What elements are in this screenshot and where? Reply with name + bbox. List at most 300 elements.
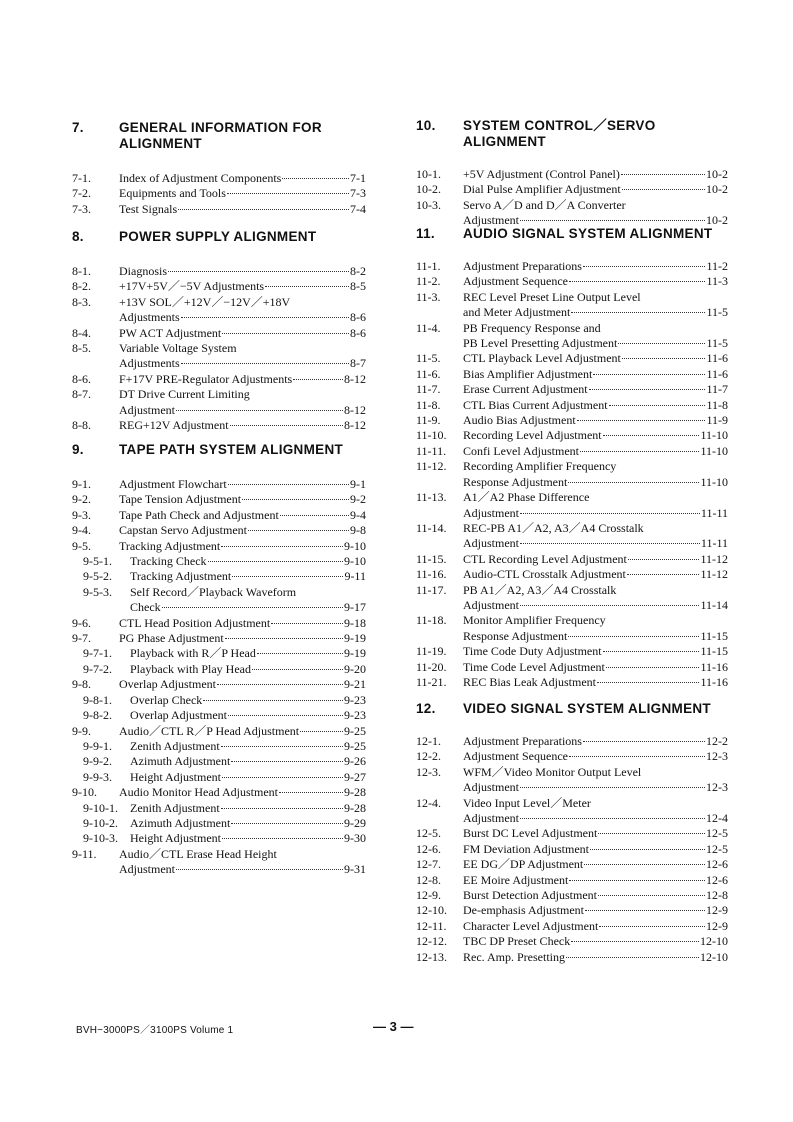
entry-body	[130, 770, 366, 785]
dot-leader	[569, 281, 705, 282]
entry-title: Rec. Amp. Presetting	[463, 949, 565, 964]
entry-body	[463, 459, 728, 490]
entry-title: Playback with R／P Head	[130, 646, 256, 661]
entry-title: Playback with Play Head	[130, 661, 251, 676]
entry-page: 12-8	[706, 888, 728, 903]
entry-number: 9-6.	[72, 615, 91, 630]
entry-number: 12-6.	[416, 841, 441, 856]
dot-leader	[618, 343, 705, 344]
section-10	[416, 118, 728, 229]
entry-body	[119, 341, 366, 372]
entry-body	[130, 801, 366, 816]
entry-title-row	[463, 274, 728, 289]
entry-title: Tracking Check	[130, 554, 207, 569]
entry-title-line: PB A1／A2, A3／A4 Crosstalk	[463, 582, 617, 597]
toc-entry	[72, 616, 366, 631]
toc-entry	[416, 842, 728, 857]
entry-page: 9-18	[344, 615, 366, 630]
toc-entry	[416, 444, 728, 459]
entry-title-row	[463, 675, 728, 690]
entry-body	[463, 934, 728, 949]
entry-title: Audio-CTL Crosstalk Adjustment	[463, 567, 626, 582]
entry-body	[463, 660, 728, 675]
toc-entry	[72, 585, 366, 616]
dot-leader	[569, 756, 705, 757]
entry-title-row	[463, 903, 728, 918]
toc-entry	[416, 367, 728, 382]
entry-page: 9-25	[344, 723, 366, 738]
entry-page: 9-8	[350, 523, 366, 538]
entry-title-row	[463, 857, 728, 872]
entry-title: Adjustment	[463, 811, 519, 826]
entry-title: Bias Amplifier Adjustment	[463, 366, 593, 381]
entry-body	[463, 521, 728, 552]
entry-body	[463, 444, 728, 459]
dot-leader	[176, 410, 343, 411]
entry-title-row	[463, 950, 728, 965]
entry-title: F+17V PRE-Regulator Adjustments	[119, 371, 293, 386]
section-title-line: POWER SUPPLY ALIGNMENT	[119, 229, 317, 244]
entry-body	[463, 490, 728, 521]
section-title	[119, 442, 366, 458]
entry-number: 11-6.	[416, 366, 441, 381]
toc-entry	[72, 539, 366, 554]
entry-title: FM Deviation Adjustment	[463, 841, 589, 856]
entry-title-row	[119, 785, 366, 800]
entry-title-row	[119, 310, 366, 325]
entry-page: 12-6	[706, 857, 728, 872]
entry-number: 10-1.	[416, 167, 441, 181]
entry-title-row	[463, 660, 728, 675]
entry-number: 12-7.	[416, 857, 441, 872]
toc-entry	[416, 749, 728, 764]
toc-entry	[72, 523, 366, 538]
entry-page: 11-10	[700, 474, 728, 489]
entry-title: Tracking Adjustment	[119, 538, 221, 553]
dot-leader	[520, 543, 700, 544]
entry-title-row	[463, 475, 728, 490]
entry-title-row	[119, 403, 366, 418]
entry-title-row	[463, 182, 728, 197]
entry-title-row	[119, 264, 366, 279]
section-12	[416, 701, 728, 965]
entry-title-row	[130, 754, 366, 769]
entry-title-row	[119, 539, 366, 554]
entry-number: 7-3.	[72, 201, 91, 216]
entry-body	[463, 274, 728, 289]
dot-leader	[221, 746, 343, 747]
toc-entry	[72, 569, 366, 584]
entry-title-row	[463, 259, 728, 274]
entry-title-row	[119, 186, 366, 201]
entry-title: and Meter Adjustment	[463, 305, 571, 320]
entry-title: Adjustment Flowchart	[119, 477, 227, 491]
entry-title: Overlap Adjustment	[130, 708, 227, 723]
entry-body	[463, 182, 728, 197]
toc-entry	[416, 796, 728, 827]
dot-leader	[181, 363, 349, 364]
entry-title-row	[119, 326, 366, 341]
dot-leader	[252, 669, 343, 670]
entry-body	[119, 372, 366, 387]
entry-body	[130, 585, 366, 616]
toc-entry	[416, 398, 728, 413]
entry-title: Adjustment	[463, 597, 519, 612]
entry-page: 9-30	[344, 831, 366, 846]
entry-number: 8-8.	[72, 418, 91, 433]
entry-number: 8-3.	[72, 294, 91, 309]
entry-title: Index of Adjustment Components	[119, 171, 282, 185]
toc-entry-list	[416, 734, 728, 965]
entry-body	[463, 382, 728, 397]
entry-title-row	[463, 567, 728, 582]
entry-body	[463, 950, 728, 965]
entry-page: 9-1	[350, 477, 366, 491]
entry-title-row	[463, 873, 728, 888]
toc-entry	[72, 693, 366, 708]
entry-page: 9-25	[344, 738, 366, 753]
entry-body	[463, 857, 728, 872]
entry-title-line: DT Drive Current Limiting	[119, 387, 250, 402]
entry-page: 9-31	[344, 862, 366, 877]
entry-number: 11-9.	[416, 413, 441, 428]
entry-title: Adjustment Preparations	[463, 734, 582, 748]
entry-body	[119, 677, 366, 692]
entry-page: 9-19	[344, 631, 366, 646]
entry-body	[463, 351, 728, 366]
entry-title: Zenith Adjustment	[130, 738, 220, 753]
entry-title-row	[463, 305, 728, 320]
toc-entry	[416, 552, 728, 567]
entry-title: Audio／CTL R／P Head Adjustment	[119, 723, 300, 738]
entry-page: 9-10	[344, 538, 366, 553]
toc-entry	[416, 675, 728, 690]
dot-leader	[585, 910, 705, 911]
entry-title: Adjustments	[119, 310, 180, 325]
entry-title-row	[463, 749, 728, 764]
toc-entry	[72, 816, 366, 831]
entry-title-row	[463, 382, 728, 397]
toc-entry	[72, 662, 366, 677]
entry-page: 9-23	[344, 692, 366, 707]
section-title	[463, 701, 728, 717]
dot-leader	[577, 420, 706, 421]
entry-title-row	[119, 631, 366, 646]
entry-body	[463, 888, 728, 903]
toc-entry	[416, 583, 728, 614]
entry-number: 9-8-2.	[83, 708, 112, 723]
entry-page: 8-12	[344, 371, 366, 386]
dot-leader	[599, 926, 705, 927]
toc-entry	[416, 826, 728, 841]
entry-title-row	[119, 523, 366, 538]
section-title-line: AUDIO SIGNAL SYSTEM ALIGNMENT	[463, 226, 713, 241]
entry-number: 9-8.	[72, 677, 91, 692]
entry-body	[463, 613, 728, 644]
entry-page: 12-4	[706, 811, 728, 826]
entry-page: 12-9	[706, 903, 728, 918]
entry-title: PB Level Presetting Adjustment	[463, 336, 618, 351]
entry-page: 12-5	[706, 841, 728, 856]
entry-number: 11-20.	[416, 659, 447, 674]
entry-page: 12-3	[706, 749, 728, 764]
toc-entry	[416, 428, 728, 443]
entry-title-line: REC Level Preset Line Output Level	[463, 289, 641, 304]
entry-page: 9-4	[350, 507, 366, 522]
entry-number: 9-7-1.	[83, 646, 112, 661]
dot-leader	[221, 808, 343, 809]
entry-number: 11-19.	[416, 644, 447, 659]
toc-entry	[72, 631, 366, 646]
entry-number: 10-3.	[416, 197, 441, 212]
entry-number: 12-13.	[416, 949, 447, 964]
entry-page: 9-27	[344, 769, 366, 784]
entry-title: Tracking Adjustment	[130, 569, 232, 584]
entry-title-row	[119, 372, 366, 387]
toc-entry-list	[72, 264, 366, 433]
entry-number: 12-3.	[416, 764, 441, 779]
entry-body	[119, 847, 366, 878]
toc-entry	[416, 459, 728, 490]
entry-title-row	[130, 801, 366, 816]
entry-number: 7-1.	[72, 171, 91, 185]
section-heading	[416, 226, 728, 242]
entry-title: De-emphasis Adjustment	[463, 903, 584, 918]
toc-entry	[416, 290, 728, 321]
dot-leader	[571, 941, 699, 942]
entry-page: 11-12	[700, 551, 728, 566]
entry-number: 12-10.	[416, 903, 447, 918]
toc-entry-list	[416, 167, 728, 229]
entry-page: 11-5	[706, 305, 728, 320]
entry-page: 11-6	[706, 351, 728, 366]
entry-number: 9-9-1.	[83, 738, 112, 753]
entry-number: 8-1.	[72, 264, 91, 278]
entry-number: 10-2.	[416, 182, 441, 197]
dot-leader	[568, 636, 699, 637]
entry-title-row	[463, 413, 728, 428]
dot-leader	[300, 731, 343, 732]
entry-title: Audio Bias Adjustment	[463, 413, 576, 428]
dot-leader	[232, 576, 343, 577]
entry-title: Adjustments	[119, 356, 180, 371]
dot-leader	[622, 358, 706, 359]
entry-title: Overlap Adjustment	[119, 677, 216, 692]
entry-title-line: Variable Voltage System	[119, 341, 237, 356]
entry-title: Test Signals	[119, 201, 178, 216]
entry-number: 8-5.	[72, 341, 91, 356]
entry-title: Burst Detection Adjustment	[463, 888, 597, 903]
entry-number: 11-14.	[416, 520, 447, 535]
toc-entry	[416, 950, 728, 965]
dot-leader	[222, 838, 343, 839]
entry-body	[463, 198, 728, 229]
dot-leader	[168, 271, 349, 272]
dot-leader	[606, 667, 700, 668]
dot-leader	[628, 559, 700, 560]
section-title	[463, 118, 728, 150]
entry-title: Erase Current Adjustment	[463, 382, 588, 397]
dot-leader	[228, 715, 343, 716]
entry-number: 12-1.	[416, 734, 441, 748]
entry-title: Azimuth Adjustment	[130, 815, 231, 830]
entry-number: 9-10-1.	[83, 800, 118, 815]
entry-number: 11-16.	[416, 567, 447, 582]
entry-title: Adjustment	[463, 536, 519, 551]
entry-title: +5V Adjustment (Control Panel)	[463, 167, 620, 181]
toc-entry	[72, 418, 366, 433]
entry-title-row	[119, 171, 366, 186]
entry-body	[463, 428, 728, 443]
entry-number: 9-10.	[72, 785, 97, 800]
toc-entry	[416, 382, 728, 397]
entry-page: 11-3	[706, 274, 728, 289]
dot-leader	[280, 515, 349, 516]
entry-title-row	[130, 739, 366, 754]
entry-title: +17V+5V／−5V Adjustments	[119, 279, 265, 294]
entry-body	[130, 554, 366, 569]
entry-body	[130, 708, 366, 723]
entry-title-row	[130, 770, 366, 785]
entry-title: Adjustment	[119, 402, 175, 417]
entry-number: 11-4.	[416, 320, 441, 335]
entry-number: 11-21.	[416, 674, 447, 689]
dot-leader	[279, 792, 343, 793]
entry-page: 12-6	[706, 872, 728, 887]
entry-page: 9-10	[344, 554, 366, 569]
entry-body	[119, 202, 366, 217]
dot-leader	[569, 880, 705, 881]
entry-body	[130, 646, 366, 661]
entry-number: 9-7-2.	[83, 661, 112, 676]
entry-number: 8-4.	[72, 325, 91, 340]
dot-leader	[621, 174, 705, 175]
entry-title-row	[119, 356, 366, 371]
entry-title: Height Adjustment	[130, 769, 221, 784]
entry-title-row	[119, 677, 366, 692]
entry-title: Dial Pulse Amplifier Adjustment	[463, 182, 621, 197]
entry-title-row	[463, 398, 728, 413]
toc-entry	[416, 413, 728, 428]
entry-title: Equipments and Tools	[119, 186, 226, 201]
section-title-line: ALIGNMENT	[119, 136, 202, 151]
dot-leader	[271, 623, 343, 624]
toc-entry	[72, 264, 366, 279]
entry-body	[463, 873, 728, 888]
toc-entry-list	[72, 477, 366, 878]
entry-page: 8-6	[350, 310, 366, 325]
section-number: 7.	[72, 120, 84, 135]
section-heading	[72, 229, 366, 245]
entry-body	[463, 919, 728, 934]
toc-entry	[416, 198, 728, 229]
entry-title: Adjustment Sequence	[463, 274, 568, 289]
entry-number: 9-10-2.	[83, 815, 118, 830]
dot-leader	[227, 193, 349, 194]
section-heading	[72, 442, 366, 458]
dot-leader	[520, 513, 700, 514]
dot-leader	[176, 869, 343, 870]
toc-entry	[72, 326, 366, 341]
entry-number: 9-10-3.	[83, 831, 118, 846]
dot-leader	[568, 482, 699, 483]
entry-number: 9-9.	[72, 723, 91, 738]
toc-entry-list	[72, 171, 366, 217]
entry-title: Check	[130, 600, 161, 615]
entry-number: 9-2.	[72, 492, 91, 507]
entry-body	[463, 398, 728, 413]
entry-number: 11-5.	[416, 351, 441, 366]
entry-title: Recording Level Adjustment	[463, 428, 602, 443]
toc-entry	[72, 554, 366, 569]
toc-entry	[72, 677, 366, 692]
entry-number: 9-9-3.	[83, 769, 112, 784]
entry-page: 11-16	[700, 674, 728, 689]
entry-title: CTL Recording Level Adjustment	[463, 551, 627, 566]
toc-entry	[416, 873, 728, 888]
entry-title-row	[119, 477, 366, 492]
entry-body	[463, 765, 728, 796]
entry-title-row	[119, 616, 366, 631]
entry-page: 11-8	[706, 397, 728, 412]
entry-title-line: Video Input Level／Meter	[463, 795, 591, 810]
entry-title: Burst DC Level Adjustment	[463, 826, 598, 841]
entry-body	[463, 167, 728, 182]
toc-entry	[72, 372, 366, 387]
section-title	[463, 226, 728, 242]
entry-number: 12-12.	[416, 934, 447, 949]
entry-page: 7-4	[350, 201, 366, 216]
entry-title-row	[463, 644, 728, 659]
entry-page: 11-7	[706, 382, 728, 397]
section-heading	[416, 701, 728, 717]
entry-title-row	[119, 508, 366, 523]
entry-page: 11-10	[700, 443, 728, 458]
toc-entry	[72, 171, 366, 186]
entry-title: Response Adjustment	[463, 474, 568, 489]
section-8	[72, 229, 366, 433]
entry-title-row	[119, 279, 366, 294]
section-number: 10.	[416, 118, 436, 133]
entry-number: 12-9.	[416, 888, 441, 903]
entry-title: Zenith Adjustment	[130, 800, 220, 815]
dot-leader	[590, 849, 705, 850]
toc-entry	[416, 567, 728, 582]
toc-entry	[72, 739, 366, 754]
section-title-line: SYSTEM CONTROL／SERVO ALIGNMENT	[463, 118, 656, 149]
dot-leader	[609, 405, 706, 406]
entry-body	[119, 186, 366, 201]
section-title-line: VIDEO SIGNAL SYSTEM ALIGNMENT	[463, 701, 711, 716]
entry-body	[463, 749, 728, 764]
entry-title: Adjustment	[463, 780, 519, 795]
entry-title-row	[130, 693, 366, 708]
entry-body	[130, 739, 366, 754]
entry-body	[463, 826, 728, 841]
toc-entry	[416, 934, 728, 949]
toc-entry	[72, 295, 366, 326]
entry-title-line: Servo A／D and D／A Converter	[463, 197, 626, 212]
dot-leader	[257, 653, 343, 654]
dot-leader	[228, 484, 349, 485]
entry-body	[463, 290, 728, 321]
entry-body	[119, 171, 366, 186]
dot-leader	[230, 425, 343, 426]
toc-entry	[416, 274, 728, 289]
entry-title: Time Code Level Adjustment	[463, 659, 605, 674]
dot-leader	[598, 833, 705, 834]
entry-title-row	[130, 816, 366, 831]
